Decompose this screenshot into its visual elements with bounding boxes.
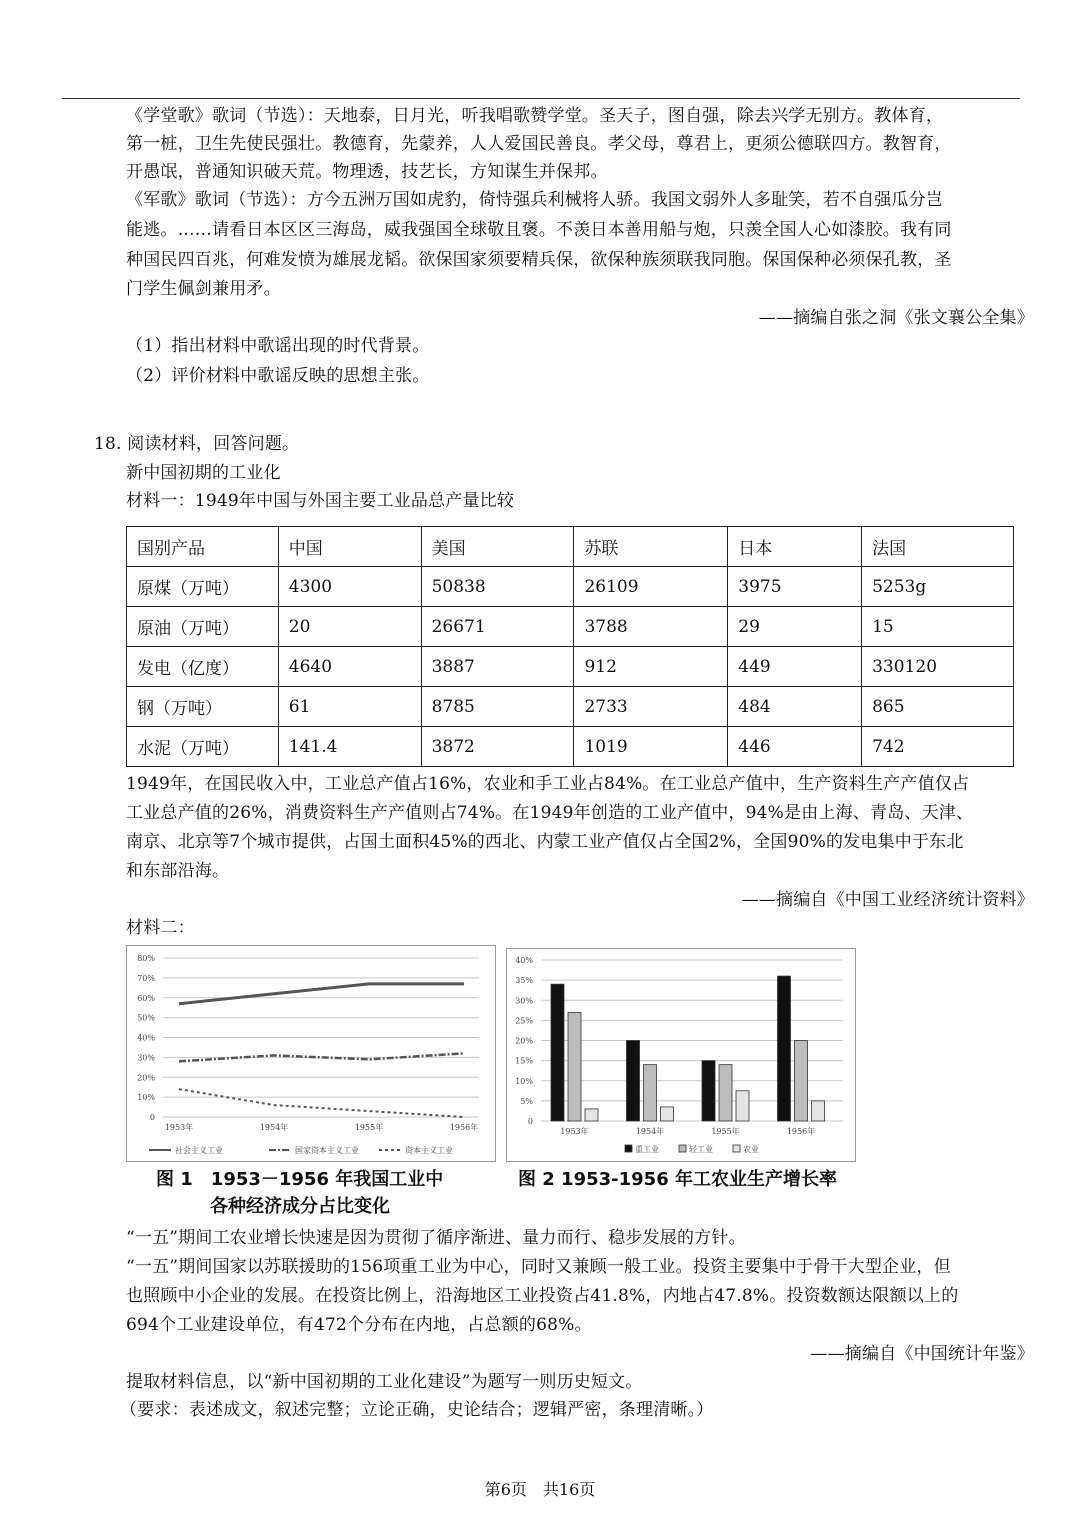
song-junge-line-4: 门学生佩剑兼用矛。 bbox=[126, 279, 281, 299]
bar bbox=[795, 1041, 808, 1122]
legend-swatch bbox=[733, 1145, 740, 1152]
table-cell: 水泥（万吨） bbox=[127, 727, 279, 767]
x-tick-label: 1956年 bbox=[449, 1123, 479, 1132]
table-cell: 20 bbox=[278, 607, 421, 647]
bar bbox=[702, 1061, 715, 1121]
page-footer: 第6页 共16页 bbox=[484, 1480, 596, 1499]
y-tick-label: 50% bbox=[137, 1013, 155, 1023]
legend-swatch bbox=[679, 1145, 686, 1152]
table-cell: 3887 bbox=[421, 647, 574, 687]
question-18-heading: 18. 阅读材料，回答问题。 bbox=[94, 434, 300, 454]
table-row bbox=[127, 687, 1014, 727]
paragraph-1949-line-3: 南京、北京等7个城市提供，占国土面积45%的西北、内蒙工业产值仅占全国2%，全国90%的发电集中于东北 bbox=[126, 832, 964, 852]
y-tick-label: 60% bbox=[137, 993, 155, 1003]
table-cell: 141.4 bbox=[278, 727, 421, 767]
table-cell: 5253g bbox=[862, 567, 1014, 607]
table-cell: 3872 bbox=[421, 727, 574, 767]
table-cell: 钢（万吨） bbox=[127, 687, 279, 727]
y-tick-label: 20% bbox=[515, 1036, 533, 1046]
y-tick-label: 70% bbox=[137, 973, 155, 983]
series-line bbox=[179, 984, 464, 1004]
bar bbox=[736, 1091, 749, 1121]
x-tick-label: 1954年 bbox=[635, 1127, 665, 1136]
table-cell: 61 bbox=[278, 687, 421, 727]
y-tick-label: 15% bbox=[515, 1056, 533, 1066]
table-cell: 29 bbox=[728, 607, 862, 647]
table-cell: 330120 bbox=[862, 647, 1014, 687]
source-citation-18a: ——摘编自《中国工业经济统计资料》 bbox=[741, 890, 1034, 910]
y-tick-label: 40% bbox=[137, 1033, 155, 1043]
song-xuetang-line-3: 开愚氓，普通知识破天荒。物理透，技艺长，方知谋生并保邦。 bbox=[126, 162, 608, 182]
figure-1-caption-line-2: 各种经济成分占比变化 bbox=[210, 1196, 390, 1217]
section-title: 新中国初期的工业化 bbox=[126, 463, 281, 483]
song-junge-line-1: 《军歌》歌词（节选）：方今五洲万国如虎豹，倚恃强兵利械将人骄。我国文弱外人多耻笑，若不自强瓜分岂 bbox=[126, 190, 944, 210]
series-line bbox=[179, 1089, 464, 1117]
material-2-label: 材料二： bbox=[126, 918, 195, 938]
legend-label: 资本主义工业 bbox=[405, 1146, 453, 1155]
writing-task: 提取材料信息，以“新中国初期的工业化建设”为题写一则历史短文。 bbox=[126, 1372, 643, 1392]
bar bbox=[568, 1012, 581, 1121]
table-cell: 1019 bbox=[574, 727, 728, 767]
table-cell: 446 bbox=[728, 727, 862, 767]
table-cell: 26109 bbox=[574, 567, 728, 607]
table-cell: 原煤（万吨） bbox=[127, 567, 279, 607]
question-17-1: （1）指出材料中歌谣出现的时代背景。 bbox=[126, 336, 430, 356]
question-17-2: （2）评价材料中歌谣反映的思想主张。 bbox=[126, 366, 430, 386]
table-cell: 50838 bbox=[421, 567, 574, 607]
table-header-cell: 苏联 bbox=[574, 527, 728, 567]
paragraph-1949-line-1: 1949年，在国民收入中，工业总产值占16%，农业和手工业占84%。在工业总产值中，生产资料生产产值仅占 bbox=[126, 774, 970, 794]
song-junge-line-2: 能逃。……请看日本区区三海岛，威我强国全球敬且褒。不羡日本善用船与炮，只羡全国人心如漆胶。我有同 bbox=[126, 220, 952, 240]
source-citation-18b: ——摘编自《中国统计年鉴》 bbox=[810, 1344, 1034, 1364]
table-row bbox=[127, 647, 1014, 687]
table-cell: 4640 bbox=[278, 647, 421, 687]
figure-2-caption: 图 2 1953-1956 年工农业生产增长率 bbox=[518, 1169, 837, 1190]
table-cell: 742 bbox=[862, 727, 1014, 767]
legend-label: 农业 bbox=[743, 1145, 759, 1154]
y-tick-label: 30% bbox=[137, 1053, 155, 1063]
table-cell: 26671 bbox=[421, 607, 574, 647]
table-cell: 912 bbox=[574, 647, 728, 687]
legend-label: 国家资本主义工业 bbox=[295, 1146, 359, 1155]
writing-requirements: （要求：表述成文，叙述完整；立论正确，史论结合；逻辑严密，条理清晰。） bbox=[120, 1400, 714, 1420]
table-header-cell: 美国 bbox=[421, 527, 574, 567]
table-cell: 原油（万吨） bbox=[127, 607, 279, 647]
figure-1-box bbox=[126, 945, 496, 1162]
bar bbox=[719, 1065, 732, 1121]
x-tick-label: 1956年 bbox=[786, 1127, 816, 1136]
y-tick-label: 0 bbox=[527, 1117, 533, 1126]
paragraph-1949-line-4: 和东部沿海。 bbox=[126, 861, 230, 881]
bar bbox=[585, 1109, 598, 1121]
economic-composition-line-chart bbox=[127, 946, 495, 1161]
y-tick-label: 25% bbox=[515, 1016, 533, 1026]
paragraph-1949-line-2: 工业总产值的26%，消费资料生产产值则占74%。在1949年创造的工业产值中，94%是由上海、青岛、天津、 bbox=[126, 803, 974, 823]
y-tick-label: 10% bbox=[515, 1076, 533, 1086]
table-header-cell: 国别产品 bbox=[127, 527, 279, 567]
growth-rate-bar-chart bbox=[507, 949, 855, 1161]
legend-label: 重工业 bbox=[635, 1145, 659, 1154]
table-row bbox=[127, 567, 1014, 607]
bar bbox=[627, 1041, 640, 1122]
song-xuetang-line-1: 《学堂歌》歌词（节选）：天地泰，日月光，听我唱歌赞学堂。圣天子，图自强，除去兴学无别方。教体育， bbox=[126, 106, 944, 126]
paragraph-fyp-line-4: 694个工业建设单位，有472个分布在内地，占总额的68%。 bbox=[126, 1315, 592, 1335]
bar bbox=[644, 1065, 657, 1121]
source-citation-17: ——摘编自张之洞《张文襄公全集》 bbox=[758, 308, 1034, 328]
y-tick-label: 30% bbox=[515, 996, 533, 1006]
paragraph-fyp-line-2: “一五”期间国家以苏联援助的156项重工业为中心，同时又兼顾一般工业。投资主要集中于骨干大型企业，但 bbox=[126, 1257, 951, 1277]
bar bbox=[661, 1107, 674, 1121]
table-cell: 15 bbox=[862, 607, 1014, 647]
y-tick-label: 0 bbox=[149, 1113, 155, 1122]
table-cell: 865 bbox=[862, 687, 1014, 727]
bar bbox=[551, 984, 564, 1121]
song-junge-line-3: 种国民四百兆，何难发愤为雄展龙韬。欲保国家须要精兵保，欲保种族须联我同胞。保国保种必须保孔教，圣 bbox=[126, 250, 952, 270]
x-tick-label: 1955年 bbox=[711, 1127, 740, 1136]
table-row bbox=[127, 607, 1014, 647]
table-header-row bbox=[127, 527, 1014, 567]
y-tick-label: 40% bbox=[515, 956, 533, 965]
x-tick-label: 1955年 bbox=[354, 1123, 384, 1132]
figure-1-caption: 图 1 1953－1956 年我国工业中 bbox=[156, 1169, 444, 1190]
y-tick-label: 5% bbox=[520, 1096, 533, 1106]
table-cell: 449 bbox=[728, 647, 862, 687]
y-tick-label: 80% bbox=[137, 954, 155, 963]
header-rule bbox=[62, 98, 1020, 99]
bar bbox=[778, 976, 791, 1121]
table-cell: 8785 bbox=[421, 687, 574, 727]
x-tick-label: 1954年 bbox=[259, 1123, 289, 1132]
x-tick-label: 1953年 bbox=[164, 1123, 194, 1132]
table-cell: 2733 bbox=[574, 687, 728, 727]
figure-2-box bbox=[506, 948, 856, 1162]
industrial-output-table bbox=[126, 526, 1014, 767]
y-tick-label: 35% bbox=[515, 976, 533, 986]
table-header-cell: 中国 bbox=[278, 527, 421, 567]
table-header-cell: 法国 bbox=[862, 527, 1014, 567]
table-header-cell: 日本 bbox=[728, 527, 862, 567]
legend-label: 社会主义工业 bbox=[175, 1146, 223, 1155]
x-tick-label: 1953年 bbox=[560, 1127, 589, 1136]
material-1-label: 材料一：1949年中国与外国主要工业品总产量比较 bbox=[126, 491, 515, 511]
y-tick-label: 10% bbox=[137, 1093, 155, 1103]
table-cell: 3788 bbox=[574, 607, 728, 647]
legend-swatch bbox=[625, 1145, 632, 1152]
legend-label: 轻工业 bbox=[689, 1145, 713, 1154]
paragraph-fyp-line-1: “一五”期间工农业增长快速是因为贯彻了循序渐进、量力而行、稳步发展的方针。 bbox=[126, 1228, 746, 1248]
table-row bbox=[127, 727, 1014, 767]
bar bbox=[812, 1101, 825, 1121]
paragraph-fyp-line-3: 也照顾中小企业的发展。在投资比例上，沿海地区工业投资占41.8%，内地占47.8%。投资数额达限额以上的 bbox=[126, 1286, 959, 1306]
table-cell: 484 bbox=[728, 687, 862, 727]
table-cell: 3975 bbox=[728, 567, 862, 607]
table-cell: 发电（亿度） bbox=[127, 647, 279, 687]
table-cell: 4300 bbox=[278, 567, 421, 607]
y-tick-label: 20% bbox=[137, 1073, 155, 1083]
song-xuetang-line-2: 第一桩，卫生先使民强壮。教德育，先蒙养，人人爱国民善良。孝父母，尊君上，更须公德联四方。教智育， bbox=[126, 134, 952, 154]
